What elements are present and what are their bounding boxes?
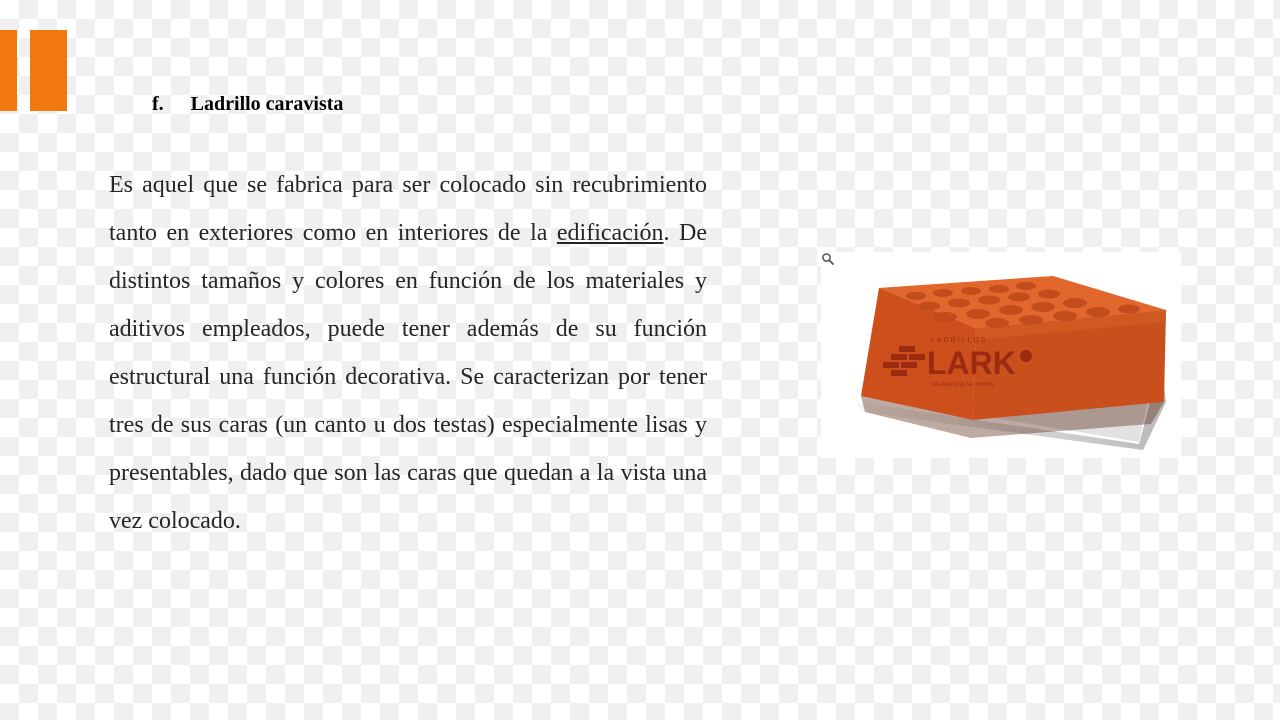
paragraph-text-1: Es aquel que se fabrica para ser colocado sin recubrimiento tanto en exteriores como en interiores de la xyxy=(109,172,707,246)
brand-small-text: LADRILLOS xyxy=(931,337,988,344)
magnifier-icon[interactable] xyxy=(821,252,835,266)
accent-bar-left xyxy=(0,30,17,111)
brand-tagline: CALIDAD QUE SE IMPONE xyxy=(931,382,995,388)
section-title: Ladrillo caravista xyxy=(190,93,344,115)
list-marker: f. xyxy=(152,93,164,115)
section-heading xyxy=(152,93,343,116)
brick-illustration xyxy=(821,252,1181,458)
paragraph-text-2: . De distintos tamaños y colores en función de los materiales y aditivos empleados, puede tener además de su función estructural una función decorativa. Se caracterizan por tener tres de sus caras (un canto u dos testas) especialmente lisas y presentables, dado que son las caras que quedan a la vista una vez colocado. xyxy=(109,220,708,534)
body-paragraph xyxy=(109,161,707,545)
accent-bar-right xyxy=(30,30,67,111)
edificacion-link[interactable]: edificación xyxy=(556,220,664,246)
brand-text: LARK xyxy=(927,345,1016,381)
brand-seal xyxy=(1020,350,1032,362)
brick-image xyxy=(821,252,1181,458)
